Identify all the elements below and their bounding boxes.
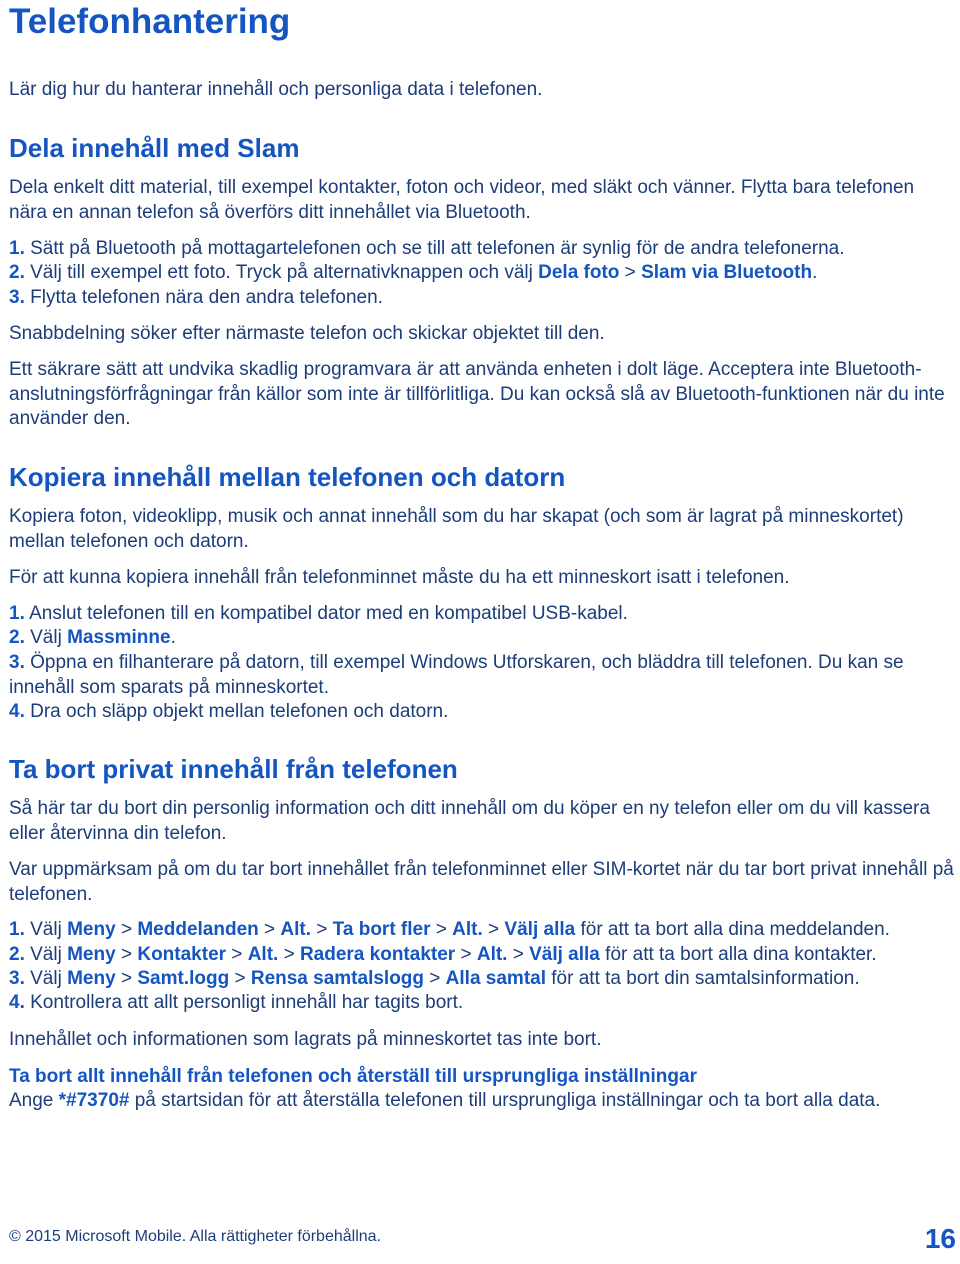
step-text: för att ta bort din samtalsinformation. bbox=[546, 968, 860, 989]
menu-path-item: Alt. bbox=[452, 919, 483, 940]
menu-path-separator: > bbox=[424, 968, 446, 989]
factory-reset-heading: Ta bort allt innehåll från telefonen och återställ till ursprungliga inställningar bbox=[9, 1066, 697, 1087]
delete-description: Så här tar du bort din personlig information och ditt innehåll om du köper en ny telefon eller om du vill kassera eller återvinna din telefon. bbox=[9, 798, 930, 844]
menu-path-item: Samt.logg bbox=[137, 968, 230, 989]
step-number: 2. bbox=[9, 262, 25, 283]
page-number: 16 bbox=[924, 1223, 956, 1254]
copy-step-4 bbox=[9, 700, 957, 725]
copy-step-3 bbox=[9, 651, 957, 700]
menu-path-item: Alt. bbox=[280, 919, 312, 940]
reset-text: Ange bbox=[9, 1090, 59, 1111]
reset-code: *#7370# bbox=[58, 1090, 130, 1111]
menu-path-separator: > bbox=[482, 919, 505, 940]
step-text: för att ta bort alla dina meddelanden. bbox=[575, 919, 890, 940]
section-heading-slam: Dela innehåll med Slam bbox=[9, 133, 300, 163]
delete-warning: Var uppmärksam på om du tar bort innehållet från telefonminnet eller SIM-kortet när du tar bort privat innehåll på telefonen. bbox=[9, 859, 954, 905]
step-text: Flytta telefonen nära den andra telefonen. bbox=[24, 287, 383, 308]
step-text: Kontrollera att allt personligt innehåll har tagits bort. bbox=[24, 992, 464, 1013]
menu-path-separator: > bbox=[226, 944, 248, 965]
copy-step-1 bbox=[9, 602, 957, 627]
menu-path-separator: > bbox=[430, 919, 453, 940]
menu-path-separator: > bbox=[455, 944, 477, 965]
copy-description: Kopiera foton, videoklipp, musik och annat innehåll som du har skapat (och som är lagrat på minneskortet) mellan telefonen och datorn. bbox=[9, 506, 904, 552]
slam-note: Snabbdelning söker efter närmaste telefon och skickar objektet till den. bbox=[9, 323, 605, 344]
menu-path-item: Meddelanden bbox=[137, 919, 259, 940]
step-number: 4. bbox=[9, 701, 25, 722]
slam-description: Dela enkelt ditt material, till exempel kontakter, foton och videor, med släkt och vänner. Flytta bara telefonen nära en annan telefon så överförs ditt innehållet via Bluetooth. bbox=[9, 177, 915, 223]
menu-path-separator: > bbox=[311, 919, 333, 940]
delete-step-2 bbox=[9, 943, 957, 968]
factory-reset-text bbox=[9, 1089, 957, 1114]
step-number: 2. bbox=[9, 627, 25, 648]
step-number: 2. bbox=[9, 944, 25, 965]
intro-text: Lär dig hur du hanterar innehåll och personliga data i telefonen. bbox=[9, 79, 543, 100]
step-number: 4. bbox=[9, 992, 25, 1013]
menu-path-separator: > bbox=[229, 968, 251, 989]
step-number: 1. bbox=[9, 919, 25, 940]
menu-path-separator: > bbox=[115, 968, 138, 989]
menu-path-item: Massminne bbox=[67, 627, 171, 648]
slam-step-2 bbox=[9, 261, 957, 286]
slam-step-3 bbox=[9, 286, 957, 311]
menu-path-separator: > bbox=[115, 919, 138, 940]
step-number: 3. bbox=[9, 287, 25, 308]
menu-path-separator: > bbox=[278, 944, 300, 965]
slam-security-note: Ett säkrare sätt att undvika skadlig programvara är att använda enheten i dolt läge. Acceptera inte Bluetooth-anslutningsförfrågningar från källor som inte är tillförlitliga. Du kan också slå av Bluetooth-funktionen när du inte använder den. bbox=[9, 359, 945, 429]
footer-copyright: © 2015 Microsoft Mobile. Alla rättigheter förbehållna. bbox=[9, 1228, 381, 1245]
step-end: . bbox=[170, 627, 176, 648]
memory-card-note: Innehållet och informationen som lagrats på minneskortet tas inte bort. bbox=[9, 1029, 602, 1050]
step-number: 3. bbox=[9, 968, 25, 989]
menu-path-separator: > bbox=[258, 919, 281, 940]
menu-path-item: Välj alla bbox=[504, 919, 576, 940]
step-number: 3. bbox=[9, 652, 25, 673]
delete-step-3 bbox=[9, 967, 957, 992]
step-text: Dra och släpp objekt mellan telefonen och datorn. bbox=[24, 701, 449, 722]
copy-step-2 bbox=[9, 626, 957, 651]
menu-path-item: Ta bort fler bbox=[332, 919, 431, 940]
menu-path-item: Meny bbox=[67, 944, 116, 965]
step-text: Välj bbox=[24, 627, 68, 648]
step-number: 1. bbox=[9, 603, 25, 624]
menu-path-separator: > bbox=[115, 944, 138, 965]
step-text: Anslut telefonen till en kompatibel dator med en kompatibel USB-kabel. bbox=[24, 603, 628, 624]
copy-requirement: För att kunna kopiera innehåll från telefonminnet måste du ha ett minneskort isatt i telefonen. bbox=[9, 567, 790, 588]
menu-path-item: Dela foto bbox=[538, 262, 620, 283]
menu-path-separator: > bbox=[507, 944, 530, 965]
step-text: Öppna en filhanterare på datorn, till exempel Windows Utforskaren, och bläddra till telefonen. Du kan se innehåll som sparats på minneskortet. bbox=[9, 652, 904, 698]
menu-path-item: Slam via Bluetooth bbox=[641, 262, 813, 283]
menu-path-item: Alt. bbox=[476, 944, 508, 965]
delete-step-1 bbox=[9, 918, 957, 943]
step-text: Välj bbox=[24, 968, 68, 989]
menu-path-separator: > bbox=[619, 262, 642, 283]
menu-path-item: Meny bbox=[67, 919, 116, 940]
delete-step-4 bbox=[9, 991, 957, 1016]
slam-step-1 bbox=[9, 237, 957, 262]
section-heading-delete: Ta bort privat innehåll från telefonen bbox=[9, 754, 458, 784]
menu-path-item: Meny bbox=[67, 968, 116, 989]
page-title: Telefonhantering bbox=[9, 2, 291, 41]
reset-text: på startsidan för att återställa telefonen till ursprungliga inställningar och ta bort alla data. bbox=[129, 1090, 881, 1111]
menu-path-item: Välj alla bbox=[529, 944, 600, 965]
menu-path-item: Alt. bbox=[247, 944, 279, 965]
step-end: . bbox=[812, 262, 818, 283]
step-text: för att ta bort alla dina kontakter. bbox=[599, 944, 877, 965]
step-text: Välj bbox=[24, 944, 68, 965]
menu-path-item: Rensa samtalslogg bbox=[250, 968, 425, 989]
step-text: Sätt på Bluetooth på mottagartelefonen och se till att telefonen är synlig för de andra telefonerna. bbox=[24, 238, 845, 259]
step-text: Välj till exempel ett foto. Tryck på alternativknappen och välj bbox=[24, 262, 539, 283]
step-number: 1. bbox=[9, 238, 25, 259]
step-text: Välj bbox=[24, 919, 68, 940]
menu-path-item: Radera kontakter bbox=[299, 944, 456, 965]
section-heading-copy: Kopiera innehåll mellan telefonen och datorn bbox=[9, 462, 566, 492]
menu-path-item: Kontakter bbox=[137, 944, 227, 965]
menu-path-item: Alla samtal bbox=[445, 968, 546, 989]
